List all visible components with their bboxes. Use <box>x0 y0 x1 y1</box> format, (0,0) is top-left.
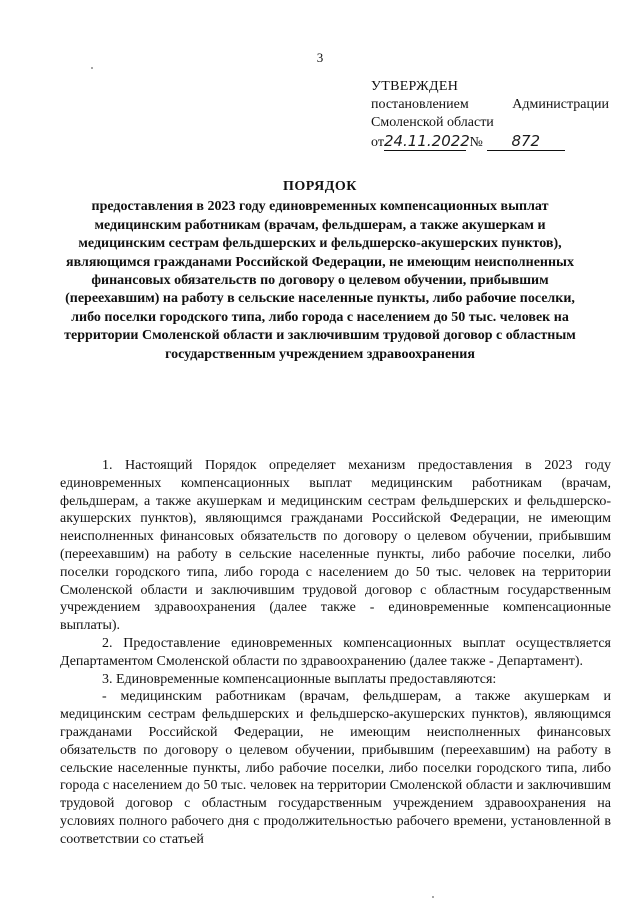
approval-stamp-block <box>371 78 609 152</box>
approval-title: УТВЕРЖДЕН <box>371 79 459 94</box>
scan-speck <box>91 67 93 69</box>
handwritten-number: 872 <box>487 132 565 151</box>
scan-speck <box>432 896 434 898</box>
paragraph-1: 1. Настоящий Порядок определяет механизм предоставления в 2023 году единовременных компенсационных выплат медицинским работникам (врачам, фельдшерам, а также акушеркам и медицинским сестрам фельдшерских и фельдшерско-акушерских пунктов), являющимся гражданами Российской Федерации, не имеющим неисполненных финансовых обязательств по договору о целевом обучении, прибывшим (переехавшим) на работу в сельские населенные пункты, либо рабочие поселки, либо поселки городского типа, либо города с населением до 50 тыс. человек на территории Смоленской области и заключившим трудовой договор с областным государственным учреждением здравоохранения (далее также - единовременные компенсационные выплаты). <box>60 458 611 634</box>
page-number: 3 <box>316 50 324 65</box>
paragraph-3-item: - медицинским работникам (врачам, фельдшерам, а также акушеркам и медицинским сестрам фельдшерских и фельдшерско-акушерских пунктов), являющимся гражданами Российской Федерации, не имеющим неисполненных финансовых обязательств по договору о целевом обучении, прибывшим (переехавшим) на работу в сельские населенные пункты, либо рабочие поселки, либо поселки городского типа, либо города с населением до 50 тыс. человек на территории Смоленской области и заключившим трудовой договор с областным государственным учреждением здравоохранения на условиях полного рабочего дня с продолжительностью рабочего времени, установленной в соответствии со статьей <box>60 689 611 847</box>
handwritten-date: 24.11.2022 <box>383 132 470 150</box>
approval-line-region: Смоленской области <box>371 115 494 130</box>
approval-line-decree: постановлением Администрации <box>371 97 609 112</box>
document-heading <box>60 178 580 364</box>
approval-date-line <box>371 132 609 152</box>
document-kind: ПОРЯДОК <box>283 179 357 194</box>
number-label: № <box>469 135 483 150</box>
paragraph-3: 3. Единовременные компенсационные выплаты предоставляются: <box>102 671 497 687</box>
paragraph-2: 2. Предоставление единовременных компенсационных выплат осуществляется Департаментом Смоленской области по здравоохранению (далее также - Департамент). <box>60 635 611 669</box>
document-body <box>60 457 611 849</box>
document-title: предоставления в 2023 году единовременных компенсационных выплат медицинским работникам (врачам, фельдшерам, а также акушеркам и медицинским сестрам фельдшерских и фельдшерско-акушерских пунктов), являющимся гражданами Российской Федерации, не имеющим неисполненных финансовых обязательств по договору о целевом обучении, прибывшим (переехавшим) на работу в сельские населенные пункты, либо рабочие поселки, либо поселки городского типа, либо города с населением до 50 тыс. человек на территории Смоленской области и заключившим трудовой договор с областным государственным учреждением здравоохранения <box>64 199 576 362</box>
date-prefix: от <box>371 135 384 150</box>
